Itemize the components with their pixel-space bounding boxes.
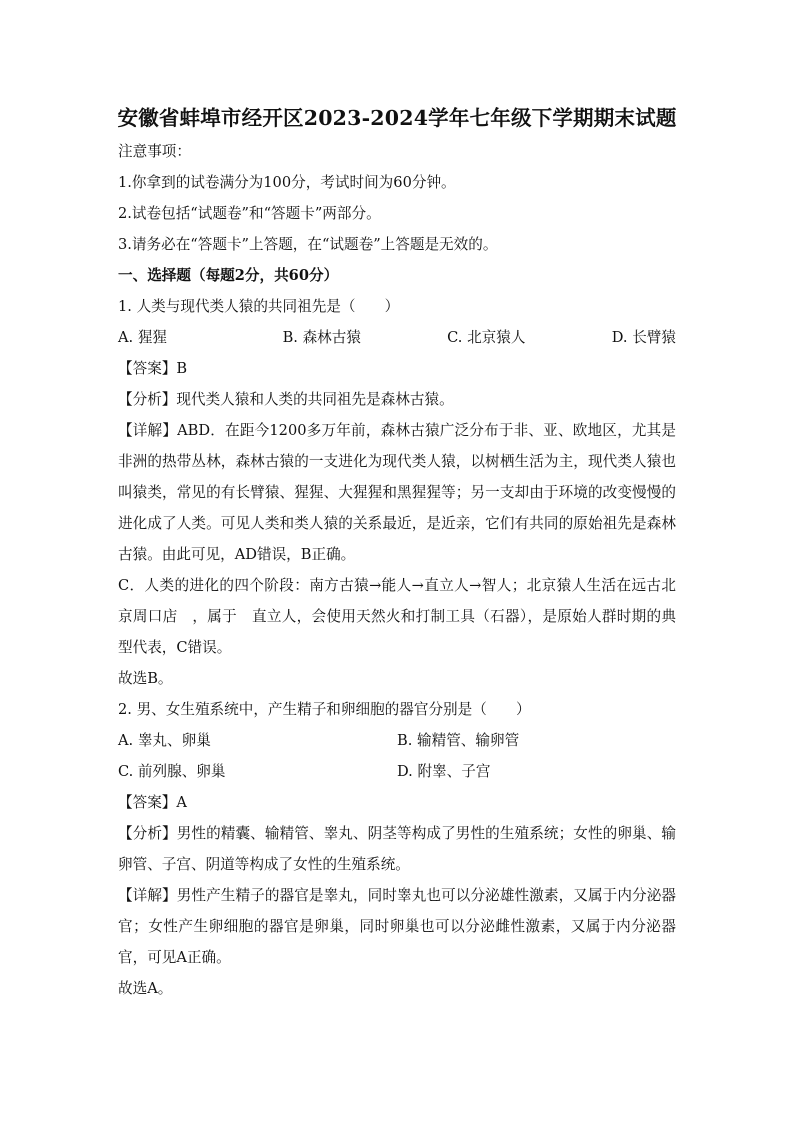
question-2-option-d: D. 附睾、子宫 xyxy=(397,763,491,780)
question-2-detail: 【详解】男性产生精子的器官是睾丸，同时睾丸也可以分泌雄性激素，又属于内分泌器官；女性产生卵细胞的器官是卵巢，同时卵巢也可以分泌雌性激素，又属于内分泌器官，可见A正确。 xyxy=(118,887,676,966)
question-1-analysis: 【分析】现代类人猿和人类的共同祖先是森林古猿。 xyxy=(118,391,454,408)
question-2-options-row-1 xyxy=(118,725,676,756)
question-2-stem: 2. 男、女生殖系统中，产生精子和卵细胞的器官分别是（ ） xyxy=(118,701,531,718)
question-1-detail-c: C．人类的进化的四个阶段：南方古猿→能人→直立人→智人；北京猿人生活在远古北京周口店 ，属于 直立人，会使用天然火和打制工具（石器），是原始人群时期的典型代表，C错误。 xyxy=(118,577,676,656)
question-2-option-a: A. 睾丸、卵巢 xyxy=(118,732,211,749)
question-2-conclusion: 故选A。 xyxy=(118,980,173,997)
question-1-option-b: B. 森林古猿 xyxy=(282,329,361,346)
notice-item-3: 3.请务必在“答题卡”上答题，在“试题卷”上答题是无效的。 xyxy=(118,236,498,253)
notice-heading: 注意事项： xyxy=(118,143,191,160)
question-1-conclusion: 故选B。 xyxy=(118,670,173,687)
question-1-answer: 【答案】B xyxy=(118,360,188,377)
notice-item-1: 1.你拿到的试卷满分为100分，考试时间为60分钟。 xyxy=(118,174,456,191)
question-2-analysis: 【分析】男性的精囊、输精管、睾丸、阴茎等构成了男性的生殖系统；女性的卵巢、输卵管、子宫、阴道等构成了女性的生殖系统。 xyxy=(118,825,676,873)
question-2-option-c: C. 前列腺、卵巢 xyxy=(118,763,226,780)
question-1-option-d: D. 长臂猿 xyxy=(611,329,676,346)
page-title: 安徽省蚌埠市经开区2023-2024学年七年级下学期期末试题 xyxy=(117,106,677,130)
question-2-options-row-2 xyxy=(118,756,676,787)
question-2-option-b: B. 输精管、输卵管 xyxy=(397,732,520,749)
notice-item-2: 2.试卷包括“试题卷”和“答题卡”两部分。 xyxy=(118,205,381,222)
question-1-detail: 【详解】ABD．在距今1200多万年前，森林古猿广泛分布于非、亚、欧地区，尤其是非洲的热带丛林，森林古猿的一支进化为现代类人猿，以树栖生活为主，现代类人猿也叫猿类，常见的有长臂猿、猩猩、大猩猩和黑猩猩等；另一支却由于环境的改变慢慢的进化成了人类。可见人类和类人猿的关系最近，是近亲，它们有共同的原始祖先是森林古猿。由此可见，AD错误，B正确。 xyxy=(118,422,676,563)
question-1-stem: 1. 人类与现代类人猿的共同祖先是（ ） xyxy=(118,298,400,315)
section-heading: 一、选择题（每题2分，共60分） xyxy=(118,267,339,284)
question-1-option-a: A. 猩猩 xyxy=(118,329,168,346)
question-1-options xyxy=(118,322,676,353)
question-1-option-c: C. 北京猿人 xyxy=(447,329,526,346)
question-2-answer: 【答案】A xyxy=(118,794,187,811)
